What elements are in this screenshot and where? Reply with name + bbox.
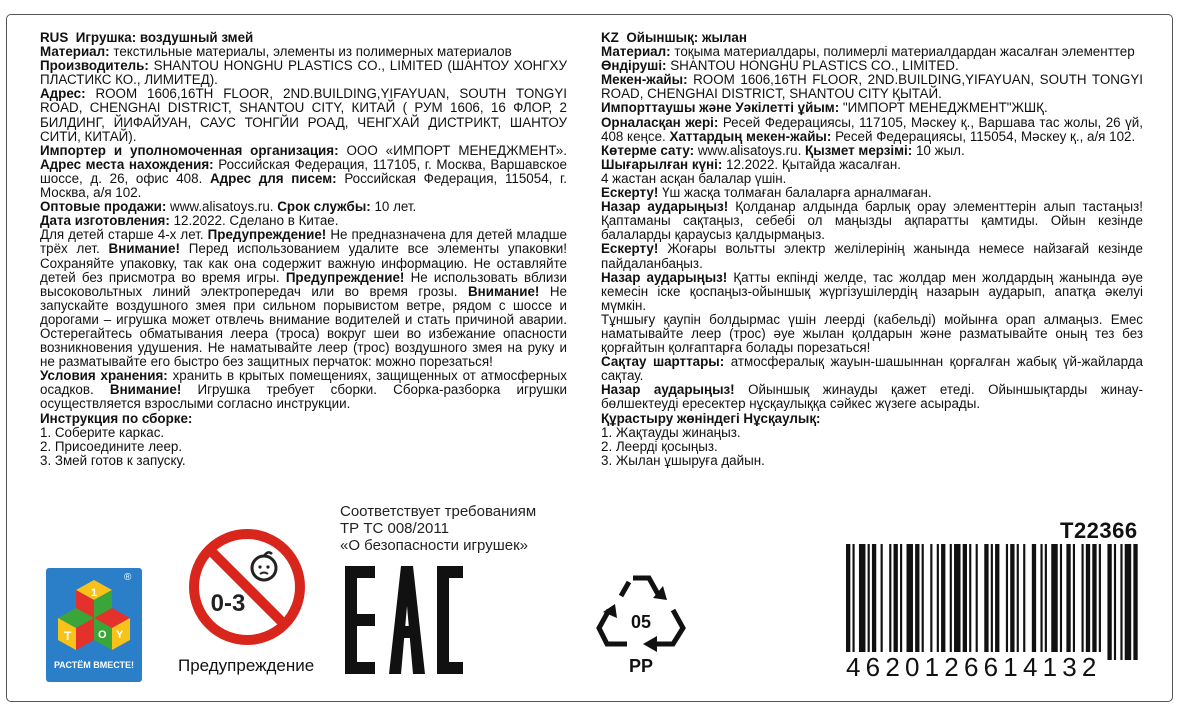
kz-storage: Сақтау шарттары: атмосфералық жауын-шашыннан қорғалған жабық үй-жайларда сақтау. <box>601 354 1144 384</box>
barcode-bar <box>1017 544 1019 660</box>
logo-letter: 1 <box>91 587 98 599</box>
rus-step: 1. Соберите каркас. <box>40 424 165 440</box>
cert-line: ТР ТС 008/2011 <box>340 520 449 537</box>
rus-wholesale: Оптовые продажи: www.alisatoys.ru. Срок службы: 10 лет. <box>40 199 417 215</box>
rus-step: 2. Присоедините леер. <box>40 438 183 454</box>
barcode-bar <box>984 544 988 660</box>
recycle-material: PP <box>628 656 654 676</box>
logo-letter: Y <box>116 629 124 641</box>
kz-warn1: Ескерту! Үш жасқа толмаған балаларға арналмаған. <box>601 185 932 201</box>
barcode-number: 4620126614132 <box>846 652 1102 682</box>
barcode-bar <box>1073 544 1075 660</box>
barcode-bar <box>1006 544 1008 660</box>
kz-location: Орналасқан жері: Ресей Федерациясы, 117105, Мәскеу қ., Варшава тас жолы, 26 үй, 408 кеңсе. Хаттардың мекен-жайы: Ресей Федерациясы, 115054, Мәскеу қ., а/я 102. <box>601 114 1143 144</box>
1toy-logo <box>46 568 142 682</box>
barcode-bar <box>1092 544 1096 660</box>
barcode-bar <box>889 544 891 660</box>
barcode-bar <box>950 544 952 660</box>
barcode-bar <box>922 544 924 660</box>
rus-title-line <box>40 31 567 45</box>
barcode-bar <box>1099 544 1101 660</box>
barcode-bar <box>868 544 870 660</box>
rus-column <box>40 31 567 468</box>
logo-slogan: РАСТЁМ ВМЕСТЕ! <box>53 660 135 670</box>
age-text: 0-3 <box>210 590 246 617</box>
barcode-bar <box>976 544 978 660</box>
barcode-bar <box>846 544 850 660</box>
barcode-icon <box>846 544 1142 660</box>
kz-warn2: Ескерту! Жоғары вольтты электр желілерінің жанында немесе найзағай кезінде пайдаланбаңыз. <box>601 241 1143 271</box>
barcode-bar <box>906 544 912 660</box>
kz-date: Шығарылған күні: 12.2022. Қытайда жасалған. <box>601 156 901 172</box>
barcode-bar <box>963 544 967 660</box>
barcode-bar <box>1045 544 1047 660</box>
kz-step: 3. Жылан ұшыруға дайын. <box>601 452 765 468</box>
kz-att2: Назар аударыңыз! Қатты екпінді желде, тас жолдар мен жолдардың жанында әуе кемесін іске қоспаңыз-ойыншық жүргізушілердің назарын аударып, апатқа әкелуі мүмкін. <box>601 269 1143 313</box>
kz-age: 4 жастан асқан балалар үшін. <box>601 170 787 186</box>
barcode-bar <box>930 544 932 660</box>
logo-letter: T <box>64 629 72 643</box>
kz-column <box>601 31 1143 468</box>
barcode-bar <box>991 544 993 660</box>
registered-mark: ® <box>124 572 132 583</box>
kz-lang-code: KZ <box>601 30 619 45</box>
barcode-bar <box>915 544 919 660</box>
certification-text <box>340 503 536 554</box>
barcode-bar <box>859 544 865 660</box>
barcode-bar <box>1086 544 1090 660</box>
barcode-bar <box>881 544 883 660</box>
barcode-bar <box>1107 544 1111 660</box>
kz-att2b: Тұншығу қаупін болдырмас үшін леерді (кабельді) мойынға орап алмаңыз. Емес наматывайте леер (трос) әуе жылан қолдарын және разматывайте оның тез без қорғайтын қолғаптарға болады порезаться! <box>601 311 1143 356</box>
product-code: T22366 <box>1060 518 1138 543</box>
barcode-bar <box>1060 544 1062 660</box>
barcode-bar <box>900 544 902 660</box>
barcode-bar <box>1010 544 1014 660</box>
cert-line: «О безопасности игрушек» <box>340 537 528 554</box>
barcode-bar <box>1133 544 1137 660</box>
age-prohibition-icon <box>188 528 306 646</box>
kz-importer: Импорттаушы және Уәкілетті ұйым: "ИМПОРТ МЕНЕДЖМЕНТ"ЖШҚ. <box>601 100 1048 116</box>
rus-steps <box>40 426 567 468</box>
rus-title: Игрушка: воздушный змей <box>75 30 254 45</box>
eac-mark-icon <box>345 566 463 674</box>
recycle-code: 05 <box>630 612 652 632</box>
barcode-bar <box>894 544 898 660</box>
barcode-bar <box>995 544 999 660</box>
barcode-bar <box>1032 544 1036 660</box>
rus-manufacturer: Производитель: SHANTOU HONGHU PLASTICS CO., LIMITED (ШАНТОУ ХОНГХУ ПЛАСТИКС КО., ЛИМИТЕД). <box>40 58 567 88</box>
barcode-bar <box>937 544 939 660</box>
recycle-pp-icon <box>593 568 689 680</box>
rus-date: Дата изготовления: 12.2022. Сделано в Китае. <box>40 213 339 229</box>
kz-steps <box>601 426 1143 468</box>
barcode-bar <box>1125 544 1131 660</box>
logo-letter: O <box>98 629 107 641</box>
rus-step: 3. Змей готов к запуску. <box>40 452 186 468</box>
barcode-bar <box>872 544 876 660</box>
kz-material: Материал: тоқыма материалдары, полимерлі материалдардан жасалған элементтер <box>601 44 1135 60</box>
barcode-bar <box>1051 544 1057 660</box>
kz-manufacturer: Өндіруші: SHANTOU HONGHU PLASTICS CO., LIMITED. <box>601 58 959 74</box>
kz-wholesale: Көтерме сату: www.alisatoys.ru. Қызмет мерзімі: 10 жыл. <box>601 142 965 158</box>
rus-storage: Условия хранения: хранить в крытых помещениях, защищенных от атмосферных осадков. Внимание! Игрушка требует сборки. Сборка-разборка игрушки осуществляется взрослыми согласно инструкции. <box>40 368 567 412</box>
barcode-bar <box>1082 544 1084 660</box>
barcode-bar <box>954 544 960 660</box>
rus-importer: Импортер и уполномоченная организация: ООО «ИМПОРТ МЕНЕДЖМЕНТ». Адрес места нахождения: Российская Федерация, 117105, г. Москва, Варшавское шоссе, д. 26, офис 408. Адрес для писем: Российская Федерация, 115054, г. Москва, а/я 102. <box>40 142 568 201</box>
barcode-bar <box>1120 544 1122 660</box>
kz-title-line <box>601 31 1143 45</box>
rus-warnings: Для детей старше 4-х лет. Предупреждение! Не предназначена для детей младше трёх лет. Внимание! Перед использованием удалите все элементы упаковки! Сохраняйте упаковку, так как она содержит важную информацию. Не оставляйте детей без присмотра во время игры. Предупреждение! Не использовать вблизи высоковольтных линий электропередач или во время грозы. Внимание! Не запускайте воздушного змея при сильном порывистом ветре, рядом с шоссе и дорогами – игрушка может отвлечь внимание водителей и стать причиной аварии. Остерегайтесь обматывания леера (троса) вокруг шеи во избежание опасности возникновения удушения. Не наматывайте леер (трос) воздушного змея на руку и не разматывайте его быстро без защитных перчаток: можно порезаться! <box>40 227 568 370</box>
kz-att3: Назар аударыңыз! Ойыншық жинауды қажет етеді. Ойыншықтарды жинау-бөлшектеуді ересектер нұсқаулыққа сәйкес жүзеге асырады. <box>601 382 1143 412</box>
kz-step: 1. Жақтауды жинаңыз. <box>601 424 741 440</box>
barcode-bar <box>969 544 971 660</box>
barcode-bar <box>852 544 854 660</box>
barcode-bar <box>1023 544 1025 660</box>
barcode-bar <box>1066 544 1070 660</box>
barcode-bar <box>1114 544 1116 660</box>
barcode-bar <box>941 544 945 660</box>
barcode-bar <box>1040 544 1042 660</box>
rus-lang-code: RUS <box>40 30 69 45</box>
kz-step: 2. Леерді қосыңыз. <box>601 438 718 454</box>
kz-instructions-heading: Құрастыру жөніндегі Нұсқаулық: <box>601 410 821 426</box>
rus-address: Адрес: ROOM 1606,16TH FLOOR, 2ND.BUILDING,YIFAYUAN, SOUTH TONGYI ROAD, CHENGHAI DISTRICT, SHANTOU CITY, КИТАЙ ( РУМ 1606, 16 ФЛОР, 2 БИЛДИНГ, ЙИФАЙУАН, САУС ТОНГЙИ РОАД, ЧЕНГХАЙ ДИСТРИКТ, ШАНТОУ СИТИ, КИТАЙ). <box>40 86 567 144</box>
rus-material: Материал: текстильные материалы, элементы из полимерных материалов <box>40 44 512 60</box>
kz-title: Ойыншық: жылан <box>626 30 747 45</box>
kz-address: Мекен-жайы: ROOM 1606,16TH FLOOR, 2ND.BUILDING,YIFAYUAN, SOUTH TONGYI ROAD, CHENGHAI DISTRICT, SHANTOU CITY ҚЫТАЙ. <box>601 72 1143 102</box>
rus-instructions-heading: Инструкция по сборке: <box>40 410 193 426</box>
cert-line: Соответствует требованиям <box>340 503 537 520</box>
kz-att1: Назар аударыңыз! Қолданар алдында барлық орау элементтерін алып тастаңыз! Қаптаманы сақтаңыз, себебі ол маңызды ақпаратты қамтиды. Ойын кезінде балаларды қараусыз қалдырмаңыз. <box>601 199 1143 243</box>
warning-caption: Предупреждение <box>178 656 315 675</box>
